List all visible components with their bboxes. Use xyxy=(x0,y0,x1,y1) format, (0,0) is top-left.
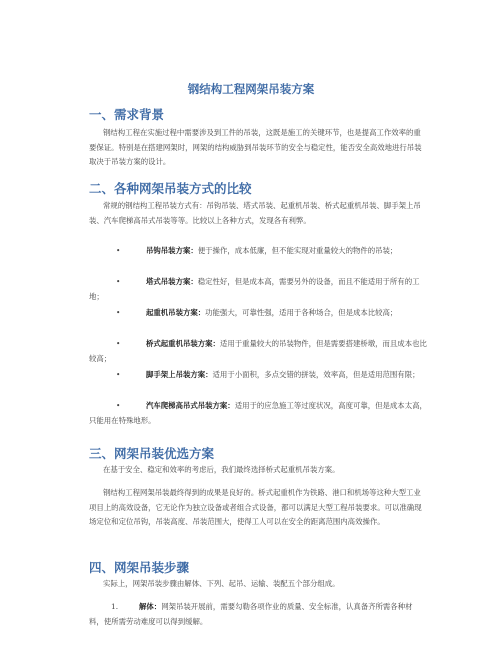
section-3-paragraph-1: 在基于安全、稳定和效率的考虑后，我们最终选择桥式起重机吊装方案。 xyxy=(103,465,340,474)
list-item: • 吊钩吊装方案：便于操作，成本低廉，但不能实现对重量较大的物件的吊装； xyxy=(89,244,427,259)
bullet-icon: • xyxy=(116,246,121,255)
document-title: 钢结构工程网架吊装方案 xyxy=(187,82,315,96)
list-item: • 汽车爬梯高吊式吊装方案：适用于的应急施工等过度状况，高度可靠，但是成本太高，只能用在特殊地形。 xyxy=(89,401,427,425)
bullet-icon: • xyxy=(116,277,121,286)
section-heading-2: 二、各种网架吊装方式的比较 xyxy=(89,181,252,196)
list-item: 1. 解体：网架吊装开展前，需要勾勒各项作业的质量、安全标准，认真备齐所需各种材料，使所需劳动难度可以得到缓解。 xyxy=(89,602,413,626)
bullet-icon: • xyxy=(116,339,121,348)
list-item: • 桥式起重机吊装方案：适用于重量较大的吊装物件，但是需要搭建桥墩，而且成本也比较高； xyxy=(89,339,427,363)
bullet-icon: • xyxy=(116,370,121,379)
list-item: • 脚手架上吊装方案：适用于小面积，多点交错的拼装，效率高，但是适用范围有限； xyxy=(89,368,427,383)
section-3-paragraph-2: 钢结构工程网架吊装最终得到的成果是良好的。桥式起重机作为铁路、港口和机场等这种大型工业项目上的高效设备，它无论作为独立设备或者组合式设备，都可以满足大型工程吊装要求。可以准确现场定位和定位吊钩，吊装高度、吊装范围大，使得工人可以在安全的距离范围内高效操作。 xyxy=(89,488,422,527)
bullet-icon: • xyxy=(116,308,121,317)
section-1-paragraph: 钢结构工程在实施过程中需要涉及到工件的吊装，这既是施工的关键环节，也是提高工作效率的重要保证。特别是在搭建网架时，网架的结构威胁到吊装环节的安全与稳定性，能否安全高效地进行吊装取决于吊装方案的设计。 xyxy=(89,128,422,167)
section-2-intro: 常规的钢结构工程吊装方式有：吊钩吊装、塔式吊装、起重机吊装、桥式起重机吊装、脚手架上吊装、汽车爬梯高吊式吊装等等。比较以上各种方式，发现各有利弊。 xyxy=(89,201,421,225)
bullet-icon: • xyxy=(116,401,121,410)
section-heading-3: 三、网架吊装优选方案 xyxy=(89,446,215,461)
section-heading-1: 一、需求背景 xyxy=(89,107,165,122)
list-item: • 起重机吊装方案：功能强大，可靠性强，适用于各种场合，但是成本比较高； xyxy=(89,306,427,321)
section-heading-4: 四、网架吊装步骤 xyxy=(89,560,190,575)
section-4-paragraph: 实际上，网架吊装步骤由解体、下列、起吊、运输、装配五个部分组成。 xyxy=(103,579,340,588)
list-item: • 塔式吊装方案：稳定性好，但是成本高，需要另外的设备，而且不能适用于所有的工地； xyxy=(89,277,420,301)
